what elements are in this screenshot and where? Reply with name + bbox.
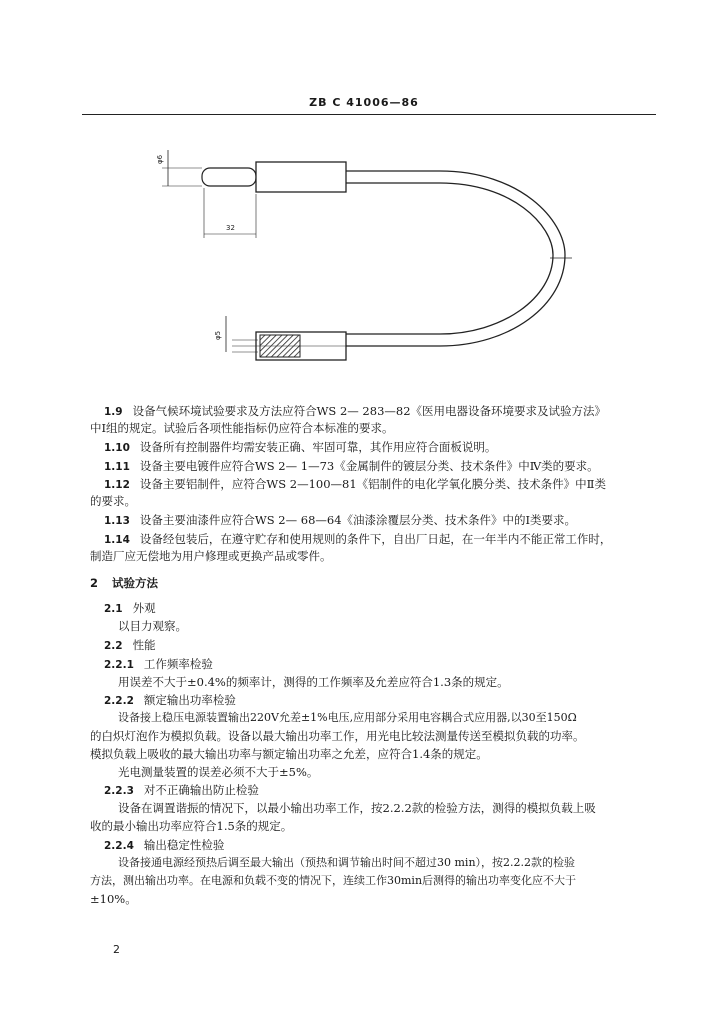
clause-2-2-2-line: 的白炽灯泡作为模拟负载。设备以最大输出功率工作，用光电比较法测量传送至模拟负载的功率。 (90, 729, 585, 743)
clause-1-14-cont: 制造厂应无偿地为用户修理或更换产品或零件。 (90, 549, 332, 563)
clause-1-9-cont: 中Ⅰ组的规定。试验后各项性能指标仍应符合本标准的要求。 (90, 421, 394, 435)
clause-2-2-4: 2.2.4 输出稳定性检验 (104, 838, 225, 852)
dim-phi6: φ6 (156, 154, 164, 164)
clause-2-2-2-line: 光电测量装置的误差必须不大于±5%。 (118, 765, 319, 779)
clause-2-2-3-line: 设备在调置谐振的情况下，以最小输出功率工作，按2.2.2款的检验方法，测得的模拟负载上吸 (118, 801, 596, 815)
header-rule (82, 114, 656, 115)
clause-2-2-2-line: 模拟负载上吸收的最大输出功率与额定输出功率之允差，应符合1.4条的规定。 (90, 747, 488, 761)
clause-2-2-3: 2.2.3 对不正确输出防止检验 (104, 783, 259, 797)
clause-2-2-4-line: 设备接通电源经预热后调至最大输出（预热和调节输出时间不超过30 min），按2.2.2款的检验 (118, 856, 576, 869)
clause-1-11: 1.11 设备主要电镀件应符合WS 2— 1—73《金属制件的镀层分类、技术条件》中Ⅳ类的要求。 (104, 459, 599, 473)
clause-2-2-2-line: 设备接上稳压电源装置输出220V允差±1%电压,应用部分采用电容耦合式应用器,以30至150Ω (118, 711, 577, 724)
upper-sleeve (256, 162, 346, 192)
clause-1-12-cont: 的要求。 (90, 494, 136, 508)
clause-2-1: 2.1 外观 (104, 601, 156, 615)
clause-1-13: 1.13 设备主要油漆件应符合WS 2— 68—64《油漆涂覆层分类、技术条件》中的Ⅰ类要求。 (104, 513, 577, 527)
tube-inner (344, 183, 553, 334)
upper-plug (202, 168, 256, 186)
clause-2-2-1-body: 用误差不大于±0.4%的频率计，测得的工作频率及允差应符合1.3条的规定。 (118, 675, 509, 689)
clause-2-1-body: 以目力观察。 (118, 619, 187, 633)
electrode-drawing (140, 120, 580, 390)
tube-outer (344, 171, 565, 346)
clause-1-10: 1.10 设备所有控制器件均需安装正确、牢固可靠，其作用应符合面板说明。 (104, 440, 497, 454)
clause-1-14: 1.14 设备经包装后，在遵守贮存和使用规则的条件下，自出厂日起，在一年半内不能正常工作时， (104, 532, 612, 546)
clause-2-2-3-line: 收的最小输出功率应符合1.5条的规定。 (90, 819, 293, 833)
dim-phi5: φ5 (214, 330, 222, 340)
clause-2-2-4-line: 方法，测出输出功率。在电源和负载不变的情况下，连续工作30min后测得的输出功率变化应不大于 (90, 874, 577, 887)
clause-2-2-2: 2.2.2 额定输出功率检验 (104, 693, 236, 707)
section-2-heading: 2 试验方法 (90, 576, 159, 590)
clause-2-2: 2.2 性能 (104, 638, 156, 652)
clause-1-9: 1.9 设备气候环境试验要求及方法应符合WS 2— 283—82《医用电器设备环境要求及试验方法》 (104, 404, 607, 418)
clause-2-2-4-line: ±10%。 (90, 892, 137, 906)
page-number: 2 (113, 943, 120, 956)
clause-1-12: 1.12 设备主要铝制件，应符合WS 2—100—81《铝制件的电化学氧化膜分类、技术条件》中Ⅱ类 (104, 477, 606, 491)
dim-32: 32 (226, 224, 235, 232)
clause-2-2-1: 2.2.1 工作频率检验 (104, 657, 213, 671)
page-header: ZB C 41006—86 (309, 96, 419, 109)
